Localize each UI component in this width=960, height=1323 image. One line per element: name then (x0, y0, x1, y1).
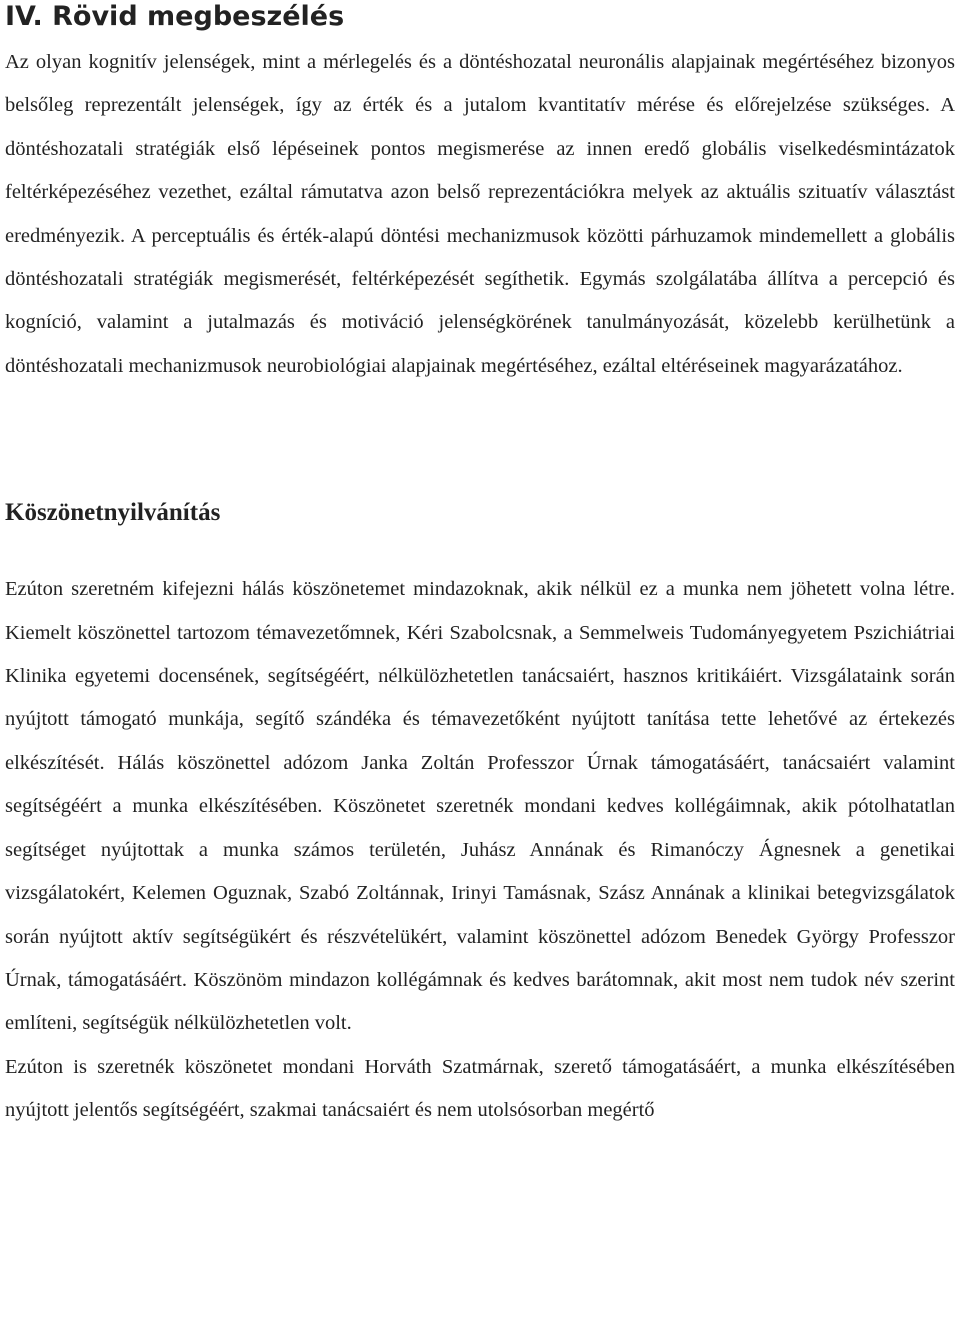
acknowledgement-heading: Köszönetnyilvánítás (5, 499, 221, 527)
section-spacer (5, 388, 955, 493)
section-heading: IV. Rövid megbeszélés (5, 1, 345, 32)
acknowledgement-paragraph-1: Ezúton szeretném kifejezni hálás köszönetemet mindazoknak, akik nélkül ez a munka nem jöhetett volna létre. Kiemelt köszönettel tartozom témavezetőmnek, Kéri Szabolcsnak, a Semmelweis Tudományegyetem Pszichiátriai Klinika egyetemi docensének, segítségéért, nélkülözhetetlen tanácsaiért, hasznos kritikáiért. Vizsgálataink során nyújtott támogató munkája, segítő szándéka és témavezetőként nyújtott tanítása tette lehetővé az értekezés elkészítését. Hálás köszönettel adózom Janka Zoltán Professzor Úrnak támogatásáért, tanácsaiért valamint segítségéért a munka elkészítésében. Köszönetet szeretnék mondani kedves kollégáimnak, akik pótolhatatlan segítséget nyújtottak a munka számos területén, Juhász Annának és Rimanóczy Ágnesnek a genetikai vizsgálatokért, Kelemen Oguznak, Szabó Zoltánnak, Irinyi Tamásnak, Szász Annának a klinikai betegvizsgálatok során nyújtott aktív segítségükért és részvételükért, valamint köszönettel adózom Benedek György Professzor Úrnak, támogatásáért. Köszönöm mindazon kollégámnak és kedves barátomnak, akit most nem tudok név szerint említeni, segítségük nélkülözhetetlen volt. (5, 578, 955, 1035)
discussion-paragraph: Az olyan kognitív jelenségek, mint a mérlegelés és a döntéshozatal neuronális alapjainak megértéséhez bizonyos belsőleg reprezentált jelenségek, így az érték és a jutalom kvantitatív mérése és előrejelzése szükséges. A döntéshozatali stratégiák első lépéseinek pontos megismerése az innen eredő globális viselkedésmintázatok feltérképezéséhez vezethet, ezáltal rámutatva azon belső reprezentációkra melyek az aktuális szituatív választást eredményezik. A perceptuális és érték-alapú döntési mechanizmusok közötti párhuzamok mindemellett a globális döntéshozatali stratégiák megismerését, feltérképezését segíthetik. Egymás szolgálatába állítva a percepció és kogníció, valamint a jutalmazás és motiváció jelenségkörének tanulmányozását, közelebb kerülhetünk a döntéshozatali mechanizmusok neurobiológiai alapjainak megértéséhez, ezáltal eltéréseinek magyarázatához. (5, 51, 955, 377)
acknowledgement-paragraph-2: Ezúton is szeretnék köszönetet mondani Horváth Szatmárnak, szerető támogatásáért, a munka elkészítésében nyújtott jelentős segítségéért, szakmai tanácsaiért és nem utolsósorban megértő (5, 1055, 955, 1122)
heading-spacer (5, 533, 955, 568)
document-page (5, 0, 955, 1133)
